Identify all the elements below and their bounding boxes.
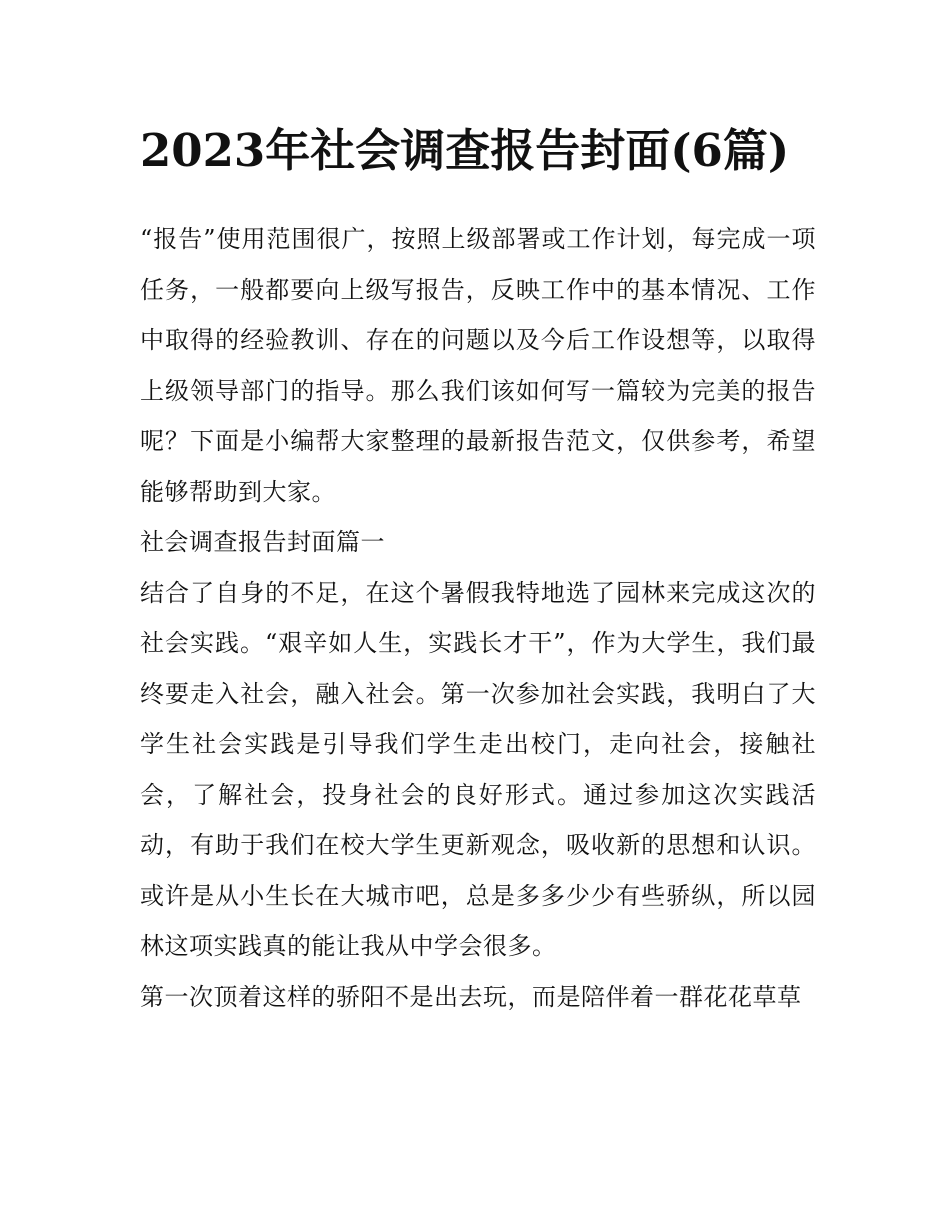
intro-paragraph: “报告”使用范围很广，按照上级部署或工作计划，每完成一项任务，一般都要向上级写报告，反映工作中的基本情况、工作中取得的经验教训、存在的问题以及今后工作设想等，以取得上级领导部门的指导。那么我们该如何写一篇较为完美的报告呢？下面是小编帮大家整理的最新报告范文，仅供参考，希望能够帮助到大家。 xyxy=(140,225,816,506)
body-paragraph-1: 结合了自身的不足，在这个暑假我特地选了园林来完成这次的社会实践。“艰辛如人生，实践长才干”，作为大学生，我们最终要走入社会，融入社会。第一次参加社会实践，我明白了大学生社会实践是引导我们学生走出校门，走向社会，接触社会，了解社会，投身社会的良好形式。通过参加这次实践活动，有助于我们在校大学生更新观念，吸收新的思想和认识。或许是从小生长在大城市吧，总是多多少少有些骄纵，所以园林这项实践真的能让我从中学会很多。 xyxy=(140,578,816,960)
body-paragraph-2: 第一次顶着这样的骄阳不是出去玩，而是陪伴着一群花花草草 xyxy=(140,982,802,1011)
section-heading: 社会调查报告封面篇一 xyxy=(140,528,385,556)
document-content xyxy=(140,118,816,1022)
document-title: 2023年社会调查报告封面(6篇) xyxy=(140,124,790,177)
